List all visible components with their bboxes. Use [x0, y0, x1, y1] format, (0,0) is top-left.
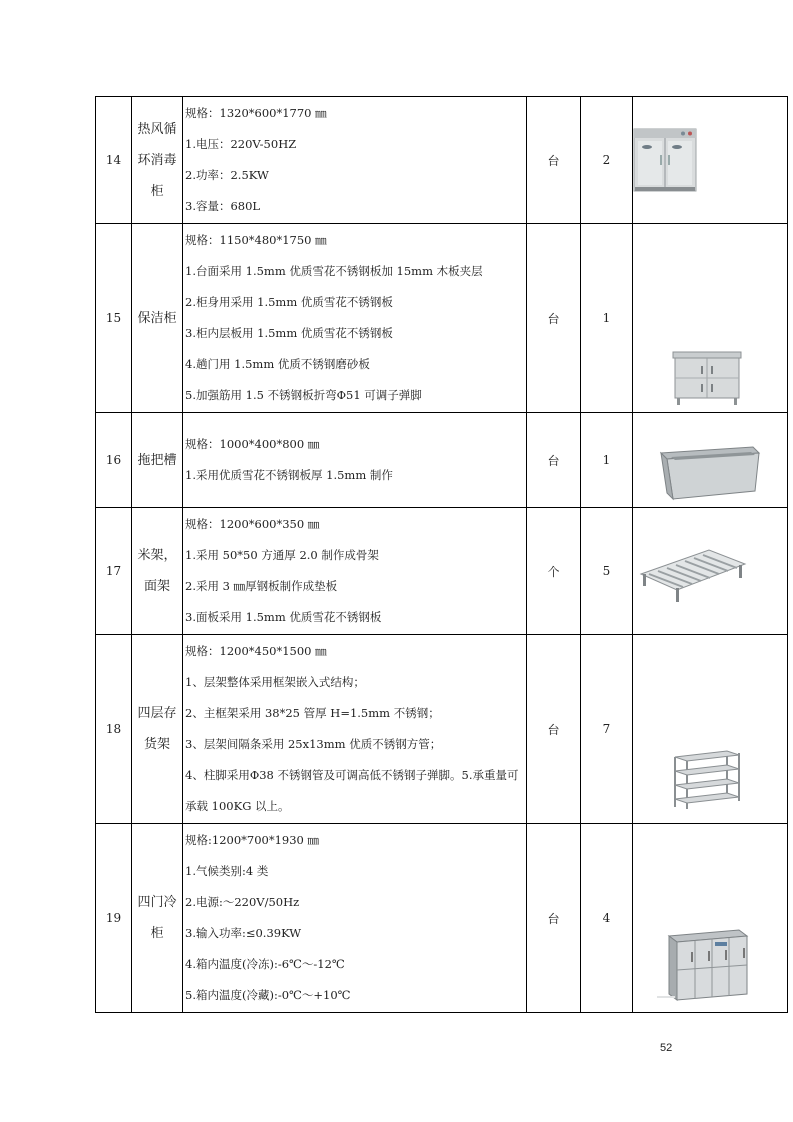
item-image-cell — [633, 97, 788, 224]
row-number: 16 — [96, 413, 132, 508]
spec-line: 规格:1200*700*1930 ㎜ — [185, 833, 320, 847]
row-number: 18 — [96, 635, 132, 824]
item-qty: 1 — [581, 224, 633, 413]
spec-line: 1.采用优质雪花不锈钢板厚 1.5mm 制作 — [185, 468, 393, 482]
spec-line: 规格：1320*600*1770 ㎜ — [185, 106, 327, 120]
spec-line: 4、柱脚采用Φ38 不锈钢管及可调高低不锈钢子弹脚。5.承重量可承载 100KG 以上。 — [185, 768, 519, 813]
item-spec — [183, 413, 527, 508]
item-qty: 2 — [581, 97, 633, 224]
item-name-text: 拖把槽 — [137, 452, 177, 468]
spec-line: 2.采用 3 ㎜厚钢板制作成垫板 — [185, 579, 338, 593]
row-number: 15 — [96, 224, 132, 413]
spec-line: 3.面板采用 1.5mm 优质雪花不锈钢板 — [185, 610, 382, 624]
item-image-cell — [633, 224, 788, 413]
spec-line: 3.输入功率:≤0.39KW — [185, 926, 302, 940]
spec-line: 4.箱内温度(冷冻):-6℃～-12℃ — [185, 957, 345, 971]
item-spec — [183, 635, 527, 824]
spec-line: 1.采用 50*50 方通厚 2.0 制作成骨架 — [185, 548, 379, 562]
table-row — [96, 413, 788, 508]
item-image-cell — [633, 824, 788, 1013]
equipment-spec-table — [95, 96, 788, 1013]
item-name — [132, 508, 183, 635]
item-image-cell — [633, 635, 788, 824]
item-name — [132, 97, 183, 224]
spec-line: 2、主框架采用 38*25 管厚 H=1.5mm 不锈钢； — [185, 706, 440, 720]
spec-line: 3.容量：680L — [185, 199, 261, 213]
spec-line: 1、层架整体采用框架嵌入式结构； — [185, 675, 365, 689]
item-qty: 1 — [581, 413, 633, 508]
item-unit: 台 — [527, 635, 581, 824]
spec-line: 1.气候类别:4 类 — [185, 864, 269, 878]
row-number: 17 — [96, 508, 132, 635]
item-name — [132, 824, 183, 1013]
row-number: 14 — [96, 97, 132, 224]
item-name-text: 四层存货架 — [137, 706, 177, 752]
item-spec — [183, 97, 527, 224]
table-row — [96, 824, 788, 1013]
spec-line: 3.柜内层板用 1.5mm 优质雪花不锈钢板 — [185, 326, 393, 340]
spec-line: 规格：1200*600*350 ㎜ — [185, 517, 320, 531]
table-row — [96, 508, 788, 635]
spec-line: 规格：1150*480*1750 ㎜ — [185, 233, 327, 247]
page-number: 52 — [660, 1042, 673, 1054]
spec-line: 1.台面采用 1.5mm 优质雪花不锈钢板加 15mm 木板夹层 — [185, 264, 483, 278]
four-door-freezer-photo — [655, 928, 755, 1004]
item-image-cell — [633, 413, 788, 508]
item-unit: 台 — [527, 824, 581, 1013]
item-name — [132, 413, 183, 508]
item-name-text: 热风循环消毒柜 — [137, 121, 177, 199]
table-row — [96, 224, 788, 413]
item-unit: 台 — [527, 97, 581, 224]
table-row — [96, 635, 788, 824]
cleaning-cabinet-photo — [671, 348, 743, 406]
disinfection-cabinet-photo — [633, 127, 697, 193]
item-image-cell — [633, 508, 788, 635]
spec-line: 3、层架间隔条采用 25x13mm 优质不锈钢方管； — [185, 737, 442, 751]
item-unit: 台 — [527, 224, 581, 413]
spec-line: 2.电源:～220V/50Hz — [185, 895, 300, 909]
four-tier-shelf-photo — [669, 749, 749, 811]
spec-line: 2.功率：2.5KW — [185, 168, 269, 182]
spec-line: 5.箱内温度(冷藏):-0℃～+10℃ — [185, 988, 351, 1002]
spec-line: 2.柜身用采用 1.5mm 优质雪花不锈钢板 — [185, 295, 393, 309]
item-unit: 台 — [527, 413, 581, 508]
spec-line: 5.加强筋用 1.5 不锈钢板折弯Φ51 可调子弹脚 — [185, 388, 422, 402]
spec-line: 规格：1000*400*800 ㎜ — [185, 437, 320, 451]
spec-line: 规格：1200*450*1500 ㎜ — [185, 644, 327, 658]
item-name-text: 保洁柜 — [137, 310, 177, 326]
item-qty: 5 — [581, 508, 633, 635]
item-qty: 7 — [581, 635, 633, 824]
item-spec — [183, 508, 527, 635]
spec-line: 4.趟门用 1.5mm 优质不锈钢磨砂板 — [185, 357, 370, 371]
item-unit: 个 — [527, 508, 581, 635]
table-row — [96, 97, 788, 224]
row-number: 19 — [96, 824, 132, 1013]
rice-rack-photo — [639, 548, 749, 604]
item-spec — [183, 824, 527, 1013]
spec-line: 1.电压：220V-50HZ — [185, 137, 297, 151]
item-name — [132, 224, 183, 413]
item-name-text: 米架，面架 — [137, 548, 177, 594]
item-qty: 4 — [581, 824, 633, 1013]
item-name — [132, 635, 183, 824]
mop-sink-photo — [659, 443, 763, 503]
item-name-text: 四门冷柜 — [137, 895, 177, 941]
item-spec — [183, 224, 527, 413]
